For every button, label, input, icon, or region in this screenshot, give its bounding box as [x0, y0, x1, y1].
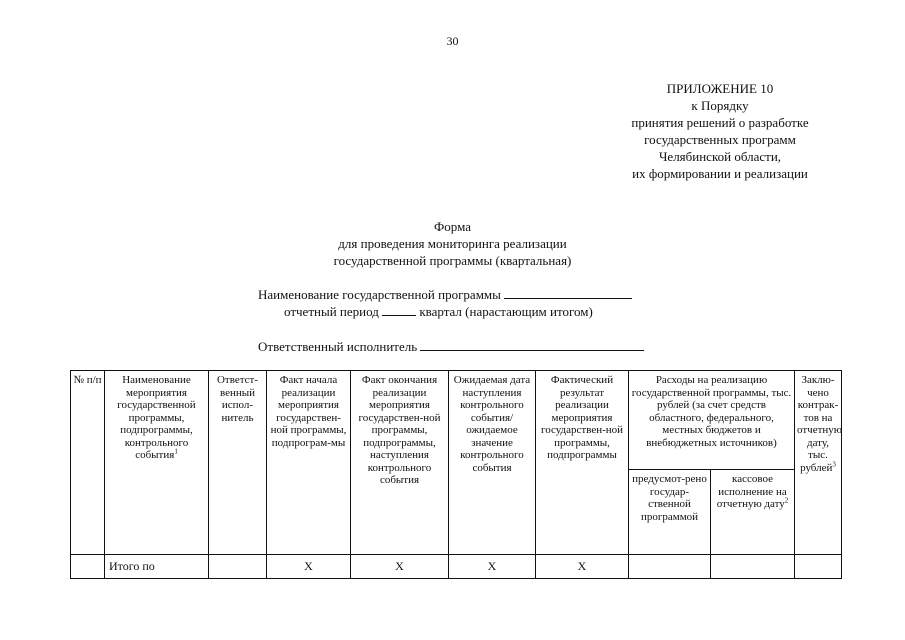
appendix-line: Челябинской области, [658, 149, 782, 164]
total-cell-actual-result: Х [536, 555, 629, 579]
total-cell-fact-end: Х [351, 555, 449, 579]
header-contracts: Заклю-чено контрак-тов на отчетную дату, тыс. рублей$^3$ [795, 371, 842, 555]
executor-label: Ответственный исполнитель [258, 339, 418, 354]
header-actual-result: Фактический результат реализации мероприятия государствен-ной программы, подпрограммы [536, 371, 629, 555]
executor-field [258, 338, 644, 355]
page-number: 30 [446, 34, 459, 48]
appendix-block [600, 80, 840, 182]
form-title [0, 218, 905, 269]
appendix-line: ПРИЛОЖЕНИЕ 10 [666, 81, 774, 96]
total-cell-number[interactable] [71, 555, 105, 579]
appendix-line: к Порядку [691, 98, 749, 113]
total-label: Итого по [105, 555, 209, 579]
header-expenses-cash: кассовое исполнение на отчетную дату$^2$ [711, 470, 795, 555]
header-number: № п/п [71, 371, 105, 555]
program-name-label: Наименование государственной программы [258, 287, 501, 302]
monitoring-table [70, 370, 842, 579]
appendix-line: принятия решений о разработке [631, 115, 809, 130]
total-cell-contracts[interactable] [795, 555, 842, 579]
total-cell-cash[interactable] [711, 555, 795, 579]
header-fact-end: Факт окончания реализации мероприятия государствен-ной программы, подпрограммы, наступления контрольного события [351, 371, 449, 555]
header-expenses: Расходы на реализацию государственной программы, тыс. рублей (за счет средств областного, федерального, местных бюджетов и внебюджетных источников) [629, 371, 795, 470]
total-cell-fact-start: Х [267, 555, 351, 579]
header-row [71, 371, 842, 470]
program-name-blank[interactable] [504, 286, 632, 299]
header-executor: Ответст-венный испол-нитель [209, 371, 267, 555]
period-suffix: квартал (нарастающим итогом) [419, 304, 593, 319]
form-title-line: для проведения мониторинга реализации [338, 236, 567, 251]
header-event-name: Наименование мероприятия государственной программы, подпрограммы, контрольного события$^1$ [105, 371, 209, 555]
header-fact-start: Факт начала реализации мероприятия государствен-ной программы, подпрограм-мы [267, 371, 351, 555]
executor-blank[interactable] [420, 338, 644, 351]
form-title-line: государственной программы (квартальная) [333, 253, 572, 268]
appendix-line: их формировании и реализации [632, 166, 808, 181]
program-name-field [258, 286, 632, 303]
period-blank[interactable] [382, 303, 416, 316]
period-field [284, 303, 593, 320]
header-expected-date: Ожидаемая дата наступления контрольного события/ ожидаемое значение контрольного события [449, 371, 536, 555]
header-expenses-planned: предусмот-рено государ-ственной программой [629, 470, 711, 555]
appendix-line: государственных программ [644, 132, 796, 147]
total-cell-expected-date: Х [449, 555, 536, 579]
period-prefix: отчетный период [284, 304, 379, 319]
total-cell-planned[interactable] [629, 555, 711, 579]
form-title-line: Форма [434, 219, 471, 234]
total-cell-executor[interactable] [209, 555, 267, 579]
total-row [71, 555, 842, 579]
